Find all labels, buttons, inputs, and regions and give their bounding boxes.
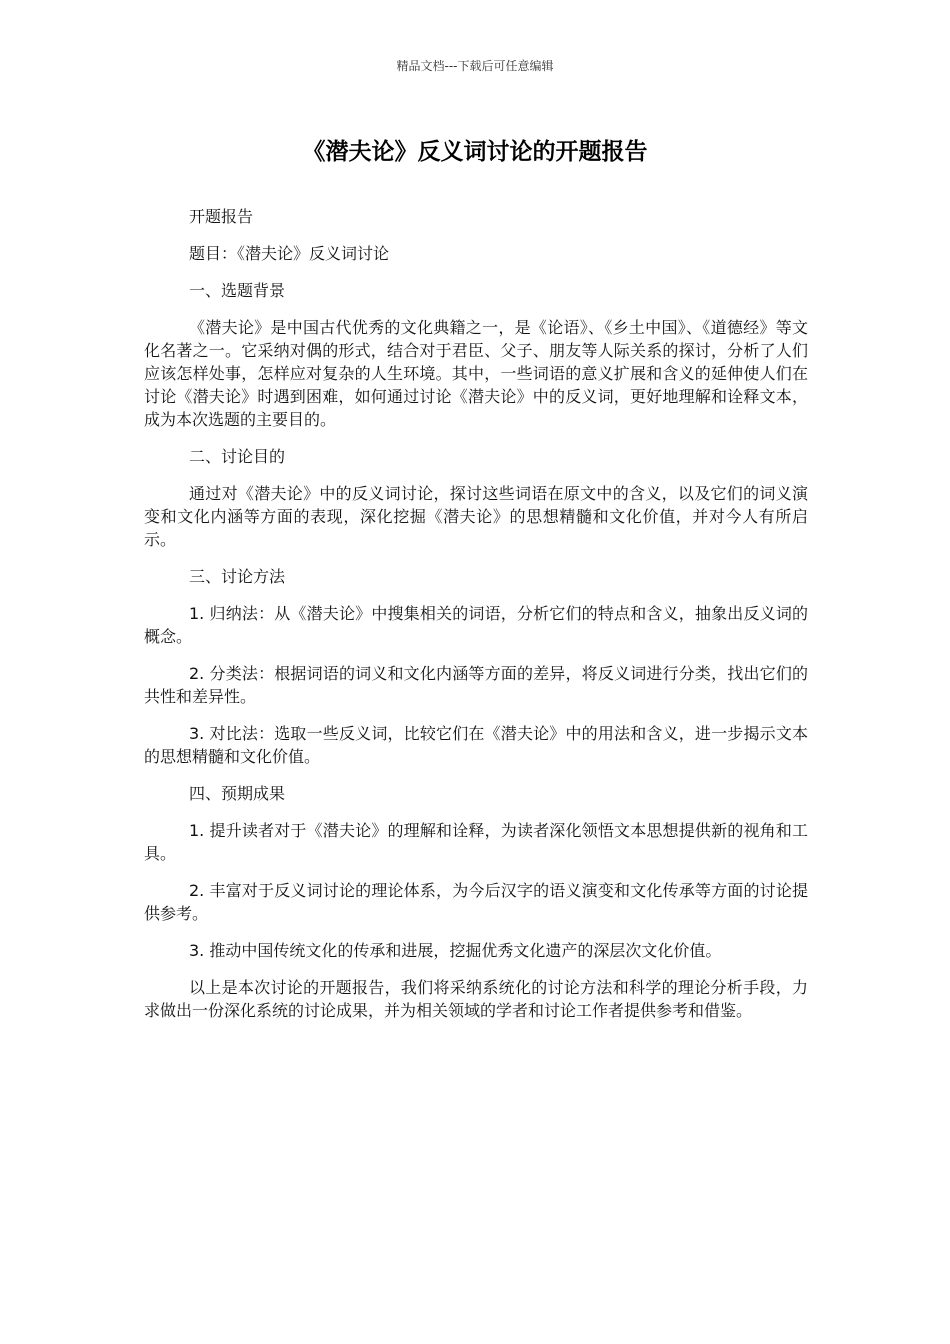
list-item-method-2: 2. 分类法：根据词语的词义和文化内涵等方面的差异，将反义词进行分类，找出它们的共性和差异性。 xyxy=(144,664,808,706)
paragraph-background: 《潜夫论》是中国古代优秀的文化典籍之一，是《论语》、《乡土中国》、《道德经》等文化名著之一。它采纳对偶的形式，结合对于君臣、父子、朋友等人际关系的探讨，分析了人们应该怎样处事，怎样应对复杂的人生环境。其中，一些词语的意义扩展和含义的延伸使人们在讨论《潜夫论》时遇到困难，如何通过讨论《潜夫论》中的反义词，更好地理解和诠释文本，成为本次选题的主要目的。 xyxy=(144,318,808,429)
document-title: 《潜夫论》反义词讨论的开题报告 xyxy=(302,139,648,165)
paragraph-conclusion: 以上是本次讨论的开题报告，我们将采纳系统化的讨论方法和科学的理论分析手段，力求做出一份深化系统的讨论成果，并为相关领域的学者和讨论工作者提供参考和借鉴。 xyxy=(144,978,808,1020)
list-item-method-3: 3. 对比法：选取一些反义词，比较它们在《潜夫论》中的用法和含义，进一步揭示文本的思想精髓和文化价值。 xyxy=(144,724,808,766)
list-item-outcome-3: 3. 推动中国传统文化的传承和进展，挖掘优秀文化遗产的深层次文化价值。 xyxy=(189,941,722,960)
section-heading-methods: 三、讨论方法 xyxy=(189,567,286,586)
list-item-outcome-2: 2. 丰富对于反义词讨论的理论体系，为今后汉字的语义演变和文化传承等方面的讨论提供参考。 xyxy=(144,881,808,923)
document-body xyxy=(144,205,808,1036)
list-item-method-1: 1. 归纳法：从《潜夫论》中搜集相关的词语，分析它们的特点和含义，抽象出反义词的概念。 xyxy=(144,604,808,646)
list-item-outcome-1: 1. 提升读者对于《潜夫论》的理解和诠释，为读者深化领悟文本思想提供新的视角和工具。 xyxy=(144,821,808,863)
paragraph-topic: 题目：《潜夫论》反义词讨论 xyxy=(189,244,390,263)
section-heading-purpose: 二、讨论目的 xyxy=(189,447,286,466)
section-heading-outcomes: 四、预期成果 xyxy=(189,784,286,803)
paragraph-purpose: 通过对《潜夫论》中的反义词讨论，探讨这些词语在原文中的含义，以及它们的词义演变和文化内涵等方面的表现，深化挖掘《潜夫论》的思想精髓和文化价值，并对今人有所启示。 xyxy=(144,484,808,549)
header-note: 精品文档---下载后可任意编辑 xyxy=(396,59,554,73)
paragraph-report-label: 开题报告 xyxy=(189,207,254,226)
section-heading-background: 一、选题背景 xyxy=(189,281,286,300)
